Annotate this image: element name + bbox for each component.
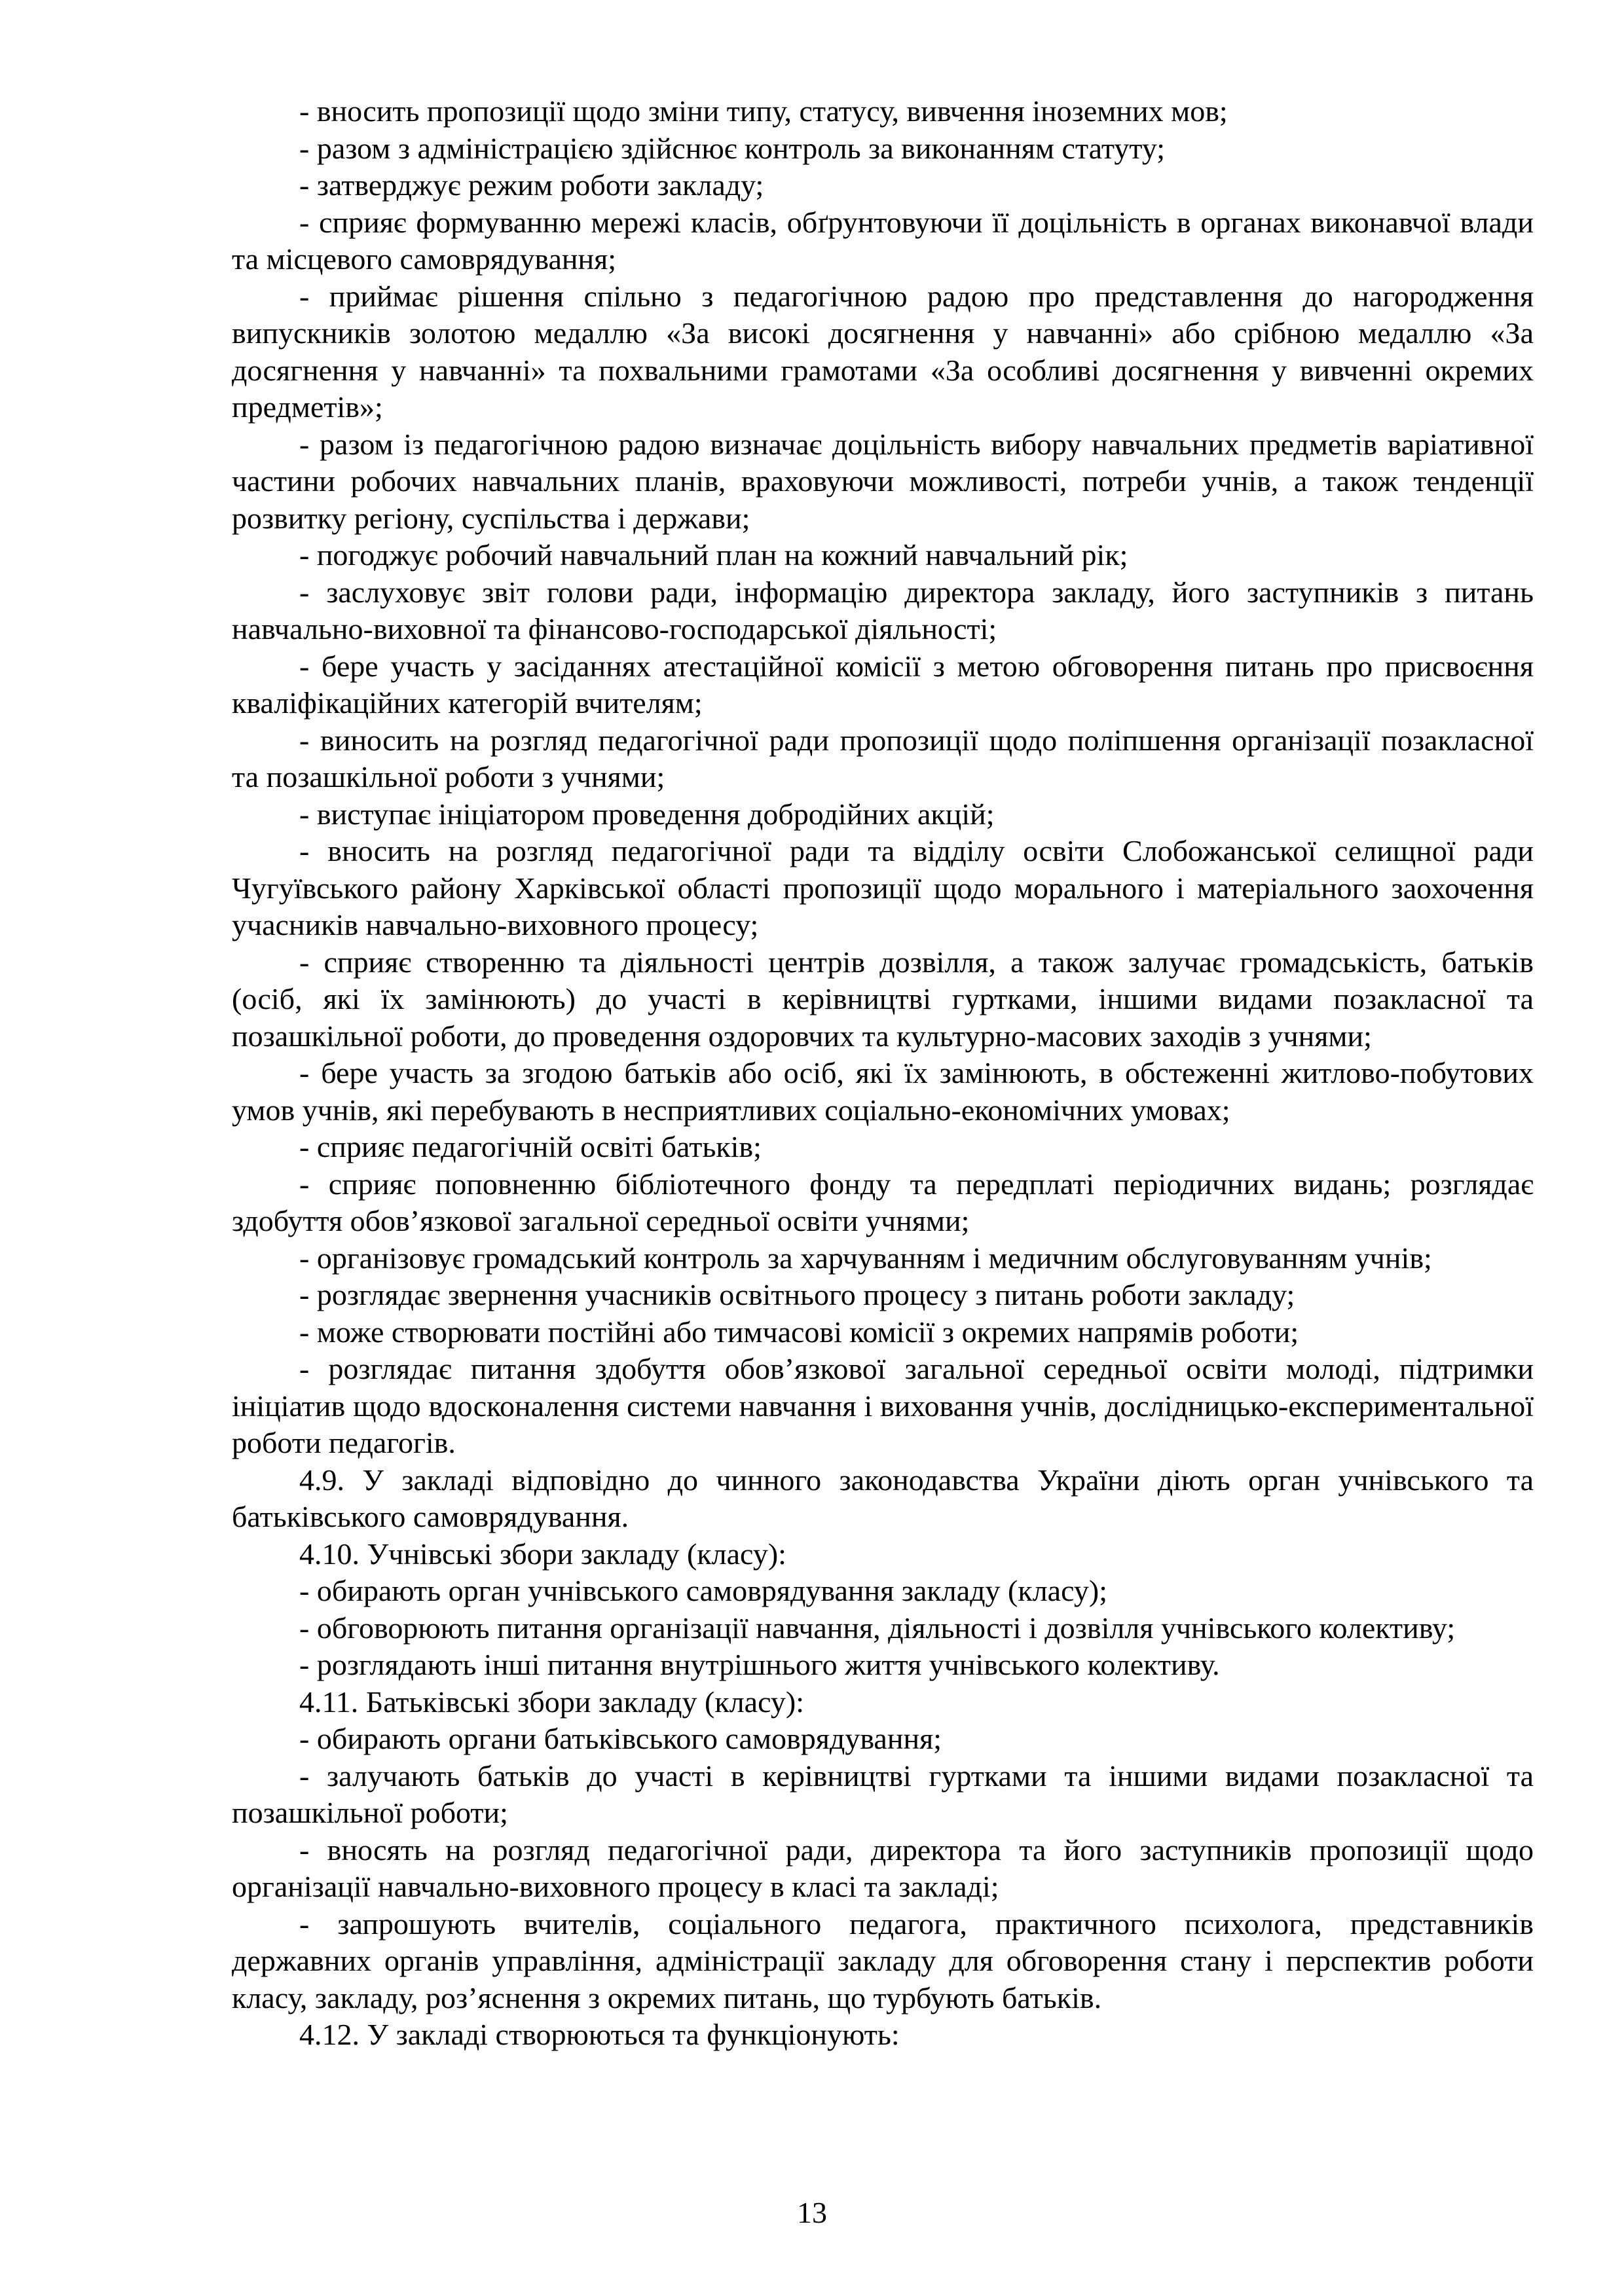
paragraph: - обговорюють питання організації навчання, діяльності і дозвілля учнівського колективу; [299, 1611, 1456, 1645]
page-number: 13 [797, 2196, 827, 2229]
paragraph: - залучають батьків до участі в керівництві гуртками та іншими видами позакласної та позашкільної роботи; [232, 1758, 1534, 1829]
paragraph: - сприяє педагогічній освіті батьків; [299, 1130, 762, 1163]
paragraph: - разом з адміністрацією здійснює контроль за виконанням статуту; [299, 131, 1166, 165]
paragraph: - погоджує робочий навчальний план на кожний навчальний рік; [299, 538, 1128, 572]
paragraph: - виносить на розгляд педагогічної ради пропозиції щодо поліпшення організації позакласної та позашкільної роботи з учнями; [232, 723, 1534, 793]
paragraph: - організовує громадський контроль за харчуванням і медичним обслуговуванням учнів; [299, 1241, 1432, 1275]
paragraph: - сприяє створенню та діяльності центрів дозвілля, а також залучає громадськість, батьків (осіб, які їх замінюють) до участі в керівництві гуртками, іншими видами позакласної та позашкільної роботи, до проведення оздоровчих та культурно-масових заходів з учнями; [232, 945, 1534, 1053]
paragraph: - вносять на розгляд педагогічної ради, директора та його заступників пропозиції щодо організації навчально-виховного процесу в класі та закладі; [232, 1832, 1534, 1903]
paragraph: - бере участь за згодою батьків або осіб, які їх замінюють, в обстеженні житлово-побутових умов учнів, які перебувають в несприятливих соціально-економічних умовах; [232, 1056, 1534, 1127]
paragraph: - приймає рішення спільно з педагогічною радою про представлення до нагородження випускників золотою медаллю «За високі досягнення у навчанні» або срібною медаллю «За досягнення у навчанні» та похвальними грамотами «За особливі досягнення у вивченні окремих предметів»; [232, 279, 1534, 424]
section-heading: 4.10. Учнівські збори закладу (класу): [299, 1537, 786, 1571]
section-paragraph: 4.9. У закладі відповідно до чинного законодавства України діють орган учнівського та батьківського самоврядування. [232, 1463, 1534, 1533]
paragraph: - разом із педагогічною радою визначає доцільність вибору навчальних предметів варіативної частини робочих навчальних планів, враховуючи можливості, потреби учнів, а також тенденції розвитку регіону, суспільства і держави; [232, 427, 1534, 535]
paragraph: - вносить на розгляд педагогічної ради та відділу освіти Слобожанської селищної ради Чугуївського району Харківської області пропозиції щодо морального і матеріального заохочення учасників навчально-виховного процесу; [232, 834, 1534, 941]
paragraph: - розглядає звернення учасників освітнього процесу з питань роботи закладу; [299, 1278, 1295, 1311]
paragraph: - розглядає питання здобуття обов’язкової загальної середньої освіти молоді, підтримки ініціатив щодо вдосконалення системи навчання і виховання учнів, дослідницько-експериментальної роботи педагогів. [232, 1352, 1534, 1459]
section-heading: 4.12. У закладі створюються та функціонують: [299, 2018, 900, 2051]
paragraph: - бере участь у засіданнях атестаційної комісії з метою обговорення питань про присвоєння кваліфікаційних категорій вчителям; [232, 649, 1534, 720]
paragraph: - виступає ініціатором проведення добродійних акцій; [299, 797, 995, 831]
document-body [232, 93, 1534, 2054]
paragraph: - розглядають інші питання внутрішнього життя учнівського колективу. [299, 1648, 1220, 1681]
paragraph: - обирають орган учнівського самоврядування закладу (класу); [299, 1574, 1107, 1607]
paragraph: - заслуховує звіт голови ради, інформацію директора закладу, його заступників з питань навчально-виховної та фінансово-господарської діяльності; [232, 575, 1534, 646]
paragraph: - затверджує режим роботи закладу; [299, 168, 764, 202]
paragraph: - може створювати постійні або тимчасові комісії з окремих напрямів роботи; [299, 1315, 1299, 1349]
paragraph: - сприяє формуванню мережі класів, обґрунтовуючи її доцільність в органах виконавчої влади та місцевого самоврядування; [232, 205, 1534, 276]
paragraph: - запрошують вчителів, соціального педагога, практичного психолога, представників державних органів управління, адміністрації закладу для обговорення стану і перспектив роботи класу, закладу, роз’яснення з окремих питань, що турбують батьків. [232, 1906, 1534, 2014]
paragraph: - обирають органи батьківського самоврядування; [299, 1722, 942, 1755]
paragraph: - сприяє поповненню бібліотечного фонду та передплаті періодичних видань; розглядає здобуття обов’язкової загальної середньої освіти учнями; [232, 1167, 1534, 1237]
section-heading: 4.11. Батьківські збори закладу (класу): [299, 1685, 804, 1719]
paragraph: - вносить пропозиції щодо зміни типу, статусу, вивчення іноземних мов; [299, 94, 1228, 128]
